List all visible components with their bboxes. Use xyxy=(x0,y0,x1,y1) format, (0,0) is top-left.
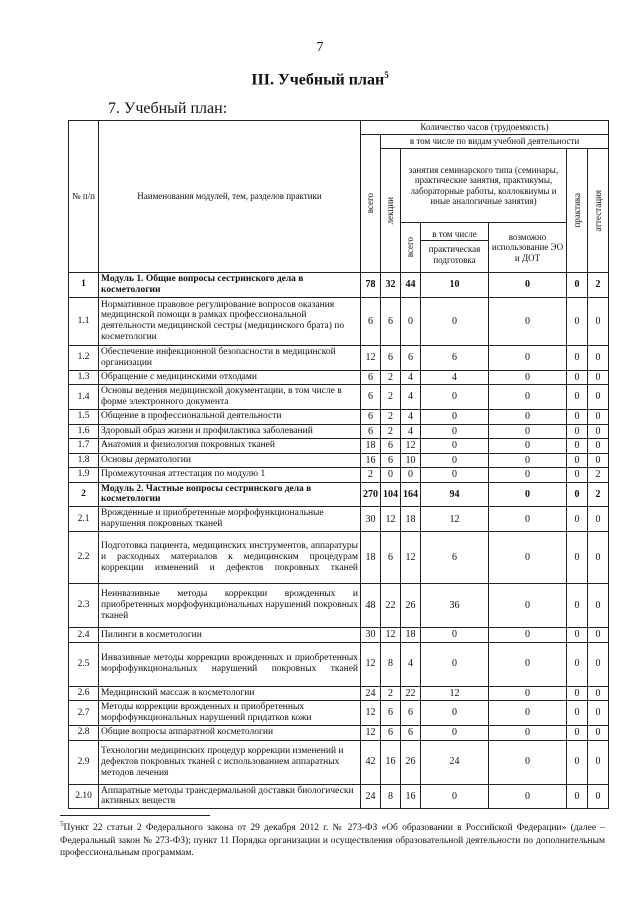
row-value-att: 0 xyxy=(588,385,609,410)
row-value-prac: 0 xyxy=(567,701,588,726)
row-name: Основы дерматологии xyxy=(99,453,361,468)
row-value-sem: 18 xyxy=(401,628,421,643)
header-practice-cell xyxy=(567,149,588,273)
row-value-sem: 4 xyxy=(401,385,421,410)
table-row xyxy=(69,424,609,439)
footnote-divider xyxy=(60,815,210,816)
row-value-lect: 6 xyxy=(381,345,401,370)
table-row xyxy=(69,642,609,686)
table-row xyxy=(69,468,609,483)
header-seminar: занятия семинарского типа (семинары, практические занятия, практикумы, лабораторные работы, коллоквиумы и иные аналогичные занятия) xyxy=(401,149,567,223)
table-row xyxy=(69,584,609,628)
row-value-eo: 0 xyxy=(489,410,567,425)
row-value-eo: 0 xyxy=(489,532,567,584)
row-value-lect: 16 xyxy=(381,740,401,784)
header-practical-prep-text: практическая подготовка xyxy=(428,244,481,265)
row-value-att: 0 xyxy=(588,297,609,345)
table-row xyxy=(69,686,609,701)
row-value-eo: 0 xyxy=(489,453,567,468)
row-value-total: 30 xyxy=(361,507,381,532)
row-value-total: 24 xyxy=(361,784,381,809)
header-name: Наименования модулей, тем, разделов практики xyxy=(99,121,361,273)
row-value-sem: 0 xyxy=(401,297,421,345)
row-value-lect: 6 xyxy=(381,532,401,584)
row-value-prac: 0 xyxy=(567,273,588,298)
row-number: 2.4 xyxy=(69,628,99,643)
row-value-total: 48 xyxy=(361,584,381,628)
row-name: Инвазивные методы коррекции врожденных и приобретенных морфофункциональных нарушений покровных тканей xyxy=(99,642,361,686)
row-name: Врожденные и приобретенные морфофункциональные нарушения покровных тканей xyxy=(99,507,361,532)
table-row xyxy=(69,507,609,532)
row-value-total: 6 xyxy=(361,370,381,385)
row-name: Технологии медицинских процедур коррекции изменений и дефектов покровных тканей с использованием аппаратных методов лечения xyxy=(99,740,361,784)
table-row xyxy=(69,345,609,370)
row-value-prac: 0 xyxy=(567,726,588,741)
row-value-sem: 6 xyxy=(401,701,421,726)
row-value-eo: 0 xyxy=(489,701,567,726)
row-value-att: 0 xyxy=(588,439,609,454)
row-value-att: 2 xyxy=(588,468,609,483)
row-value-pp: 4 xyxy=(421,370,489,385)
row-value-total: 18 xyxy=(361,532,381,584)
row-value-eo: 0 xyxy=(489,297,567,345)
row-value-prac: 0 xyxy=(567,532,588,584)
row-value-prac: 0 xyxy=(567,784,588,809)
header-practice: практика xyxy=(571,193,582,228)
row-value-pp: 94 xyxy=(421,482,489,507)
row-value-eo: 0 xyxy=(489,584,567,628)
row-value-att: 0 xyxy=(588,701,609,726)
row-value-pp: 6 xyxy=(421,532,489,584)
subtitle: 7. Учебный план: xyxy=(108,100,228,117)
row-value-pp: 0 xyxy=(421,424,489,439)
row-value-eo: 0 xyxy=(489,726,567,741)
row-value-prac: 0 xyxy=(567,439,588,454)
row-value-total: 30 xyxy=(361,628,381,643)
table-row xyxy=(69,370,609,385)
row-value-total: 12 xyxy=(361,642,381,686)
row-number: 2.6 xyxy=(69,686,99,701)
table-row xyxy=(69,701,609,726)
table-row xyxy=(69,482,609,507)
row-value-total: 18 xyxy=(361,439,381,454)
row-value-prac: 0 xyxy=(567,385,588,410)
row-value-total: 6 xyxy=(361,424,381,439)
row-value-lect: 22 xyxy=(381,584,401,628)
row-number: 2.7 xyxy=(69,701,99,726)
row-value-pp: 0 xyxy=(421,385,489,410)
footnote xyxy=(60,820,605,859)
row-value-total: 12 xyxy=(361,726,381,741)
row-value-lect: 2 xyxy=(381,410,401,425)
row-name: Аппаратные методы трансдермальной доставки биологически активных веществ xyxy=(99,784,361,809)
row-value-sem: 4 xyxy=(401,410,421,425)
row-value-sem: 6 xyxy=(401,345,421,370)
row-value-att: 0 xyxy=(588,410,609,425)
row-value-pp: 6 xyxy=(421,345,489,370)
row-value-prac: 0 xyxy=(567,642,588,686)
row-value-att: 0 xyxy=(588,642,609,686)
row-value-lect: 104 xyxy=(381,482,401,507)
table-row xyxy=(69,628,609,643)
row-value-sem: 0 xyxy=(401,468,421,483)
row-value-sem: 4 xyxy=(401,370,421,385)
table-row xyxy=(69,740,609,784)
row-value-sem: 22 xyxy=(401,686,421,701)
row-value-att: 0 xyxy=(588,740,609,784)
row-value-eo: 0 xyxy=(489,385,567,410)
row-number: 1.3 xyxy=(69,370,99,385)
row-value-sem: 26 xyxy=(401,584,421,628)
header-num: № п/п xyxy=(69,121,99,273)
row-value-lect: 2 xyxy=(381,385,401,410)
row-name: Обеспечение инфекционной безопасности в медицинской организации xyxy=(99,345,361,370)
header-eo-dot: возможно использование ЭО и ДОТ xyxy=(489,223,567,273)
header-lectures: лекции xyxy=(385,196,396,225)
row-value-eo: 0 xyxy=(489,273,567,298)
row-number: 2 xyxy=(69,482,99,507)
row-value-pp: 0 xyxy=(421,628,489,643)
header-by-type: в том числе по видам учебной деятельности xyxy=(381,135,609,149)
table-row xyxy=(69,297,609,345)
row-value-eo: 0 xyxy=(489,345,567,370)
row-value-pp: 0 xyxy=(421,468,489,483)
row-value-att: 0 xyxy=(588,686,609,701)
row-value-lect: 8 xyxy=(381,784,401,809)
row-value-eo: 0 xyxy=(489,686,567,701)
table-row xyxy=(69,439,609,454)
row-value-sem: 12 xyxy=(401,439,421,454)
row-value-prac: 0 xyxy=(567,468,588,483)
row-name: Модуль 2. Частные вопросы сестринского дела в косметологии xyxy=(99,482,361,507)
table-row xyxy=(69,385,609,410)
row-value-lect: 0 xyxy=(381,468,401,483)
row-value-sem: 44 xyxy=(401,273,421,298)
header-hours-total: Количество часов (трудоемкость) xyxy=(361,121,609,135)
row-name: Обращение с медицинскими отходами xyxy=(99,370,361,385)
row-number: 2.2 xyxy=(69,532,99,584)
row-value-lect: 2 xyxy=(381,424,401,439)
section-title xyxy=(0,70,640,89)
row-value-pp: 0 xyxy=(421,410,489,425)
row-value-sem: 12 xyxy=(401,532,421,584)
row-number: 2.5 xyxy=(69,642,99,686)
row-value-pp: 0 xyxy=(421,297,489,345)
row-value-total: 24 xyxy=(361,686,381,701)
row-value-total: 12 xyxy=(361,345,381,370)
row-value-eo: 0 xyxy=(489,370,567,385)
row-number: 1.1 xyxy=(69,297,99,345)
header-lectures-cell xyxy=(381,149,401,273)
row-value-lect: 6 xyxy=(381,453,401,468)
row-name: Нормативное правовое регулирование вопросов оказания медицинской помощи в рамках профессиональной деятельности медицинской сестры (медицинского брата) по косметологии xyxy=(99,297,361,345)
row-number: 1.2 xyxy=(69,345,99,370)
row-value-lect: 6 xyxy=(381,439,401,454)
row-number: 2.3 xyxy=(69,584,99,628)
header-practical-prep xyxy=(421,223,489,273)
row-value-att: 0 xyxy=(588,784,609,809)
row-value-total: 16 xyxy=(361,453,381,468)
table-row xyxy=(69,784,609,809)
row-value-prac: 0 xyxy=(567,410,588,425)
row-value-lect: 6 xyxy=(381,297,401,345)
row-value-pp: 0 xyxy=(421,784,489,809)
row-value-pp: 0 xyxy=(421,726,489,741)
row-name: Промежуточная аттестация по модулю 1 xyxy=(99,468,361,483)
row-number: 2.1 xyxy=(69,507,99,532)
row-number: 2.9 xyxy=(69,740,99,784)
row-number: 1.7 xyxy=(69,439,99,454)
table-row xyxy=(69,453,609,468)
row-value-prac: 0 xyxy=(567,297,588,345)
row-value-pp: 0 xyxy=(421,439,489,454)
row-value-eo: 0 xyxy=(489,439,567,454)
row-value-lect: 32 xyxy=(381,273,401,298)
row-name: Анатомия и физиология покровных тканей xyxy=(99,439,361,454)
row-name: Общие вопросы аппаратной косметологии xyxy=(99,726,361,741)
row-name: Основы ведения медицинской документации, в том числе в форме электронного документа xyxy=(99,385,361,410)
page-number: 7 xyxy=(316,40,324,55)
row-value-eo: 0 xyxy=(489,482,567,507)
row-value-lect: 6 xyxy=(381,701,401,726)
header-sem-total: всего xyxy=(405,237,416,258)
row-value-eo: 0 xyxy=(489,784,567,809)
row-value-prac: 0 xyxy=(567,507,588,532)
row-value-lect: 2 xyxy=(381,686,401,701)
row-value-sem: 26 xyxy=(401,740,421,784)
table-row xyxy=(69,532,609,584)
row-value-att: 0 xyxy=(588,628,609,643)
row-value-prac: 0 xyxy=(567,453,588,468)
row-number: 1.8 xyxy=(69,453,99,468)
row-value-eo: 0 xyxy=(489,642,567,686)
row-value-sem: 4 xyxy=(401,424,421,439)
row-name: Общение в профессиональной деятельности xyxy=(99,410,361,425)
row-value-pp: 0 xyxy=(421,642,489,686)
row-value-lect: 2 xyxy=(381,370,401,385)
section-title-text: III. Учебный план xyxy=(251,71,385,89)
row-value-sem: 16 xyxy=(401,784,421,809)
row-value-att: 0 xyxy=(588,345,609,370)
row-value-att: 2 xyxy=(588,482,609,507)
row-value-prac: 0 xyxy=(567,686,588,701)
row-number: 2.8 xyxy=(69,726,99,741)
row-value-total: 270 xyxy=(361,482,381,507)
row-value-prac: 0 xyxy=(567,584,588,628)
row-value-total: 12 xyxy=(361,701,381,726)
row-value-eo: 0 xyxy=(489,468,567,483)
row-value-total: 6 xyxy=(361,297,381,345)
row-name: Неинвазивные методы коррекции врожденных и приобретенных морфофункциональных нарушений покровных тканей xyxy=(99,584,361,628)
header-total-cell xyxy=(361,135,381,273)
row-value-prac: 0 xyxy=(567,345,588,370)
row-number: 1.9 xyxy=(69,468,99,483)
row-value-sem: 4 xyxy=(401,642,421,686)
header-attestation-cell xyxy=(588,149,609,273)
row-value-prac: 0 xyxy=(567,740,588,784)
row-number: 1.4 xyxy=(69,385,99,410)
row-value-lect: 8 xyxy=(381,642,401,686)
row-value-prac: 0 xyxy=(567,628,588,643)
row-value-att: 2 xyxy=(588,273,609,298)
row-value-prac: 0 xyxy=(567,370,588,385)
row-name: Подготовка пациента, медицинских инструментов, аппаратуры и расходных материалов к медицинским процедурам коррекции изменений и дефектов покровных тканей xyxy=(99,532,361,584)
row-value-total: 6 xyxy=(361,385,381,410)
row-name: Здоровый образ жизни и профилактика заболеваний xyxy=(99,424,361,439)
header-total: всего xyxy=(365,193,376,214)
row-value-sem: 10 xyxy=(401,453,421,468)
row-number: 2.10 xyxy=(69,784,99,809)
row-value-eo: 0 xyxy=(489,740,567,784)
row-value-att: 0 xyxy=(588,507,609,532)
row-name: Пилинги в косметологии xyxy=(99,628,361,643)
row-value-pp: 12 xyxy=(421,507,489,532)
header-including: в том числе xyxy=(421,229,488,241)
row-value-pp: 36 xyxy=(421,584,489,628)
footnote-text: Пункт 22 статьи 2 Федерального закона от 29 декабря 2012 г. № 273-ФЗ «Об образовании в Российской Федерации» (далее – Федеральный закон № 273-ФЗ); пункт 11 Порядка организации и осуществления образовательной деятельности по дополнительным профессиональным программам. xyxy=(60,823,605,858)
row-number: 1.6 xyxy=(69,424,99,439)
row-value-pp: 24 xyxy=(421,740,489,784)
row-value-pp: 10 xyxy=(421,273,489,298)
header-sem-total-cell xyxy=(401,223,421,273)
row-value-total: 42 xyxy=(361,740,381,784)
curriculum-table xyxy=(68,120,609,809)
header-attestation: аттестация xyxy=(592,189,603,232)
row-name: Медицинский массаж в косметологии xyxy=(99,686,361,701)
footnote-mark: 5 xyxy=(60,820,64,828)
row-value-lect: 12 xyxy=(381,628,401,643)
row-value-att: 0 xyxy=(588,424,609,439)
row-value-total: 2 xyxy=(361,468,381,483)
row-value-att: 0 xyxy=(588,532,609,584)
row-number: 1.5 xyxy=(69,410,99,425)
row-value-pp: 0 xyxy=(421,701,489,726)
table-row xyxy=(69,410,609,425)
row-value-att: 0 xyxy=(588,370,609,385)
row-value-total: 6 xyxy=(361,410,381,425)
row-value-lect: 12 xyxy=(381,507,401,532)
table-row xyxy=(69,726,609,741)
row-value-prac: 0 xyxy=(567,424,588,439)
row-value-lect: 6 xyxy=(381,726,401,741)
row-value-eo: 0 xyxy=(489,424,567,439)
row-value-prac: 0 xyxy=(567,482,588,507)
table-row xyxy=(69,273,609,298)
row-value-sem: 6 xyxy=(401,726,421,741)
row-value-pp: 12 xyxy=(421,686,489,701)
row-value-pp: 0 xyxy=(421,453,489,468)
row-value-eo: 0 xyxy=(489,507,567,532)
row-value-att: 0 xyxy=(588,584,609,628)
footnote-ref: 5 xyxy=(384,70,389,80)
row-value-sem: 18 xyxy=(401,507,421,532)
row-name: Модуль 1. Общие вопросы сестринского дела в косметологии xyxy=(99,273,361,298)
row-value-att: 0 xyxy=(588,726,609,741)
row-value-att: 0 xyxy=(588,453,609,468)
row-value-total: 78 xyxy=(361,273,381,298)
row-name: Методы коррекции врожденных и приобретенных морфофункциональных нарушений придатков кожи xyxy=(99,701,361,726)
row-value-eo: 0 xyxy=(489,628,567,643)
row-value-sem: 164 xyxy=(401,482,421,507)
row-number: 1 xyxy=(69,273,99,298)
